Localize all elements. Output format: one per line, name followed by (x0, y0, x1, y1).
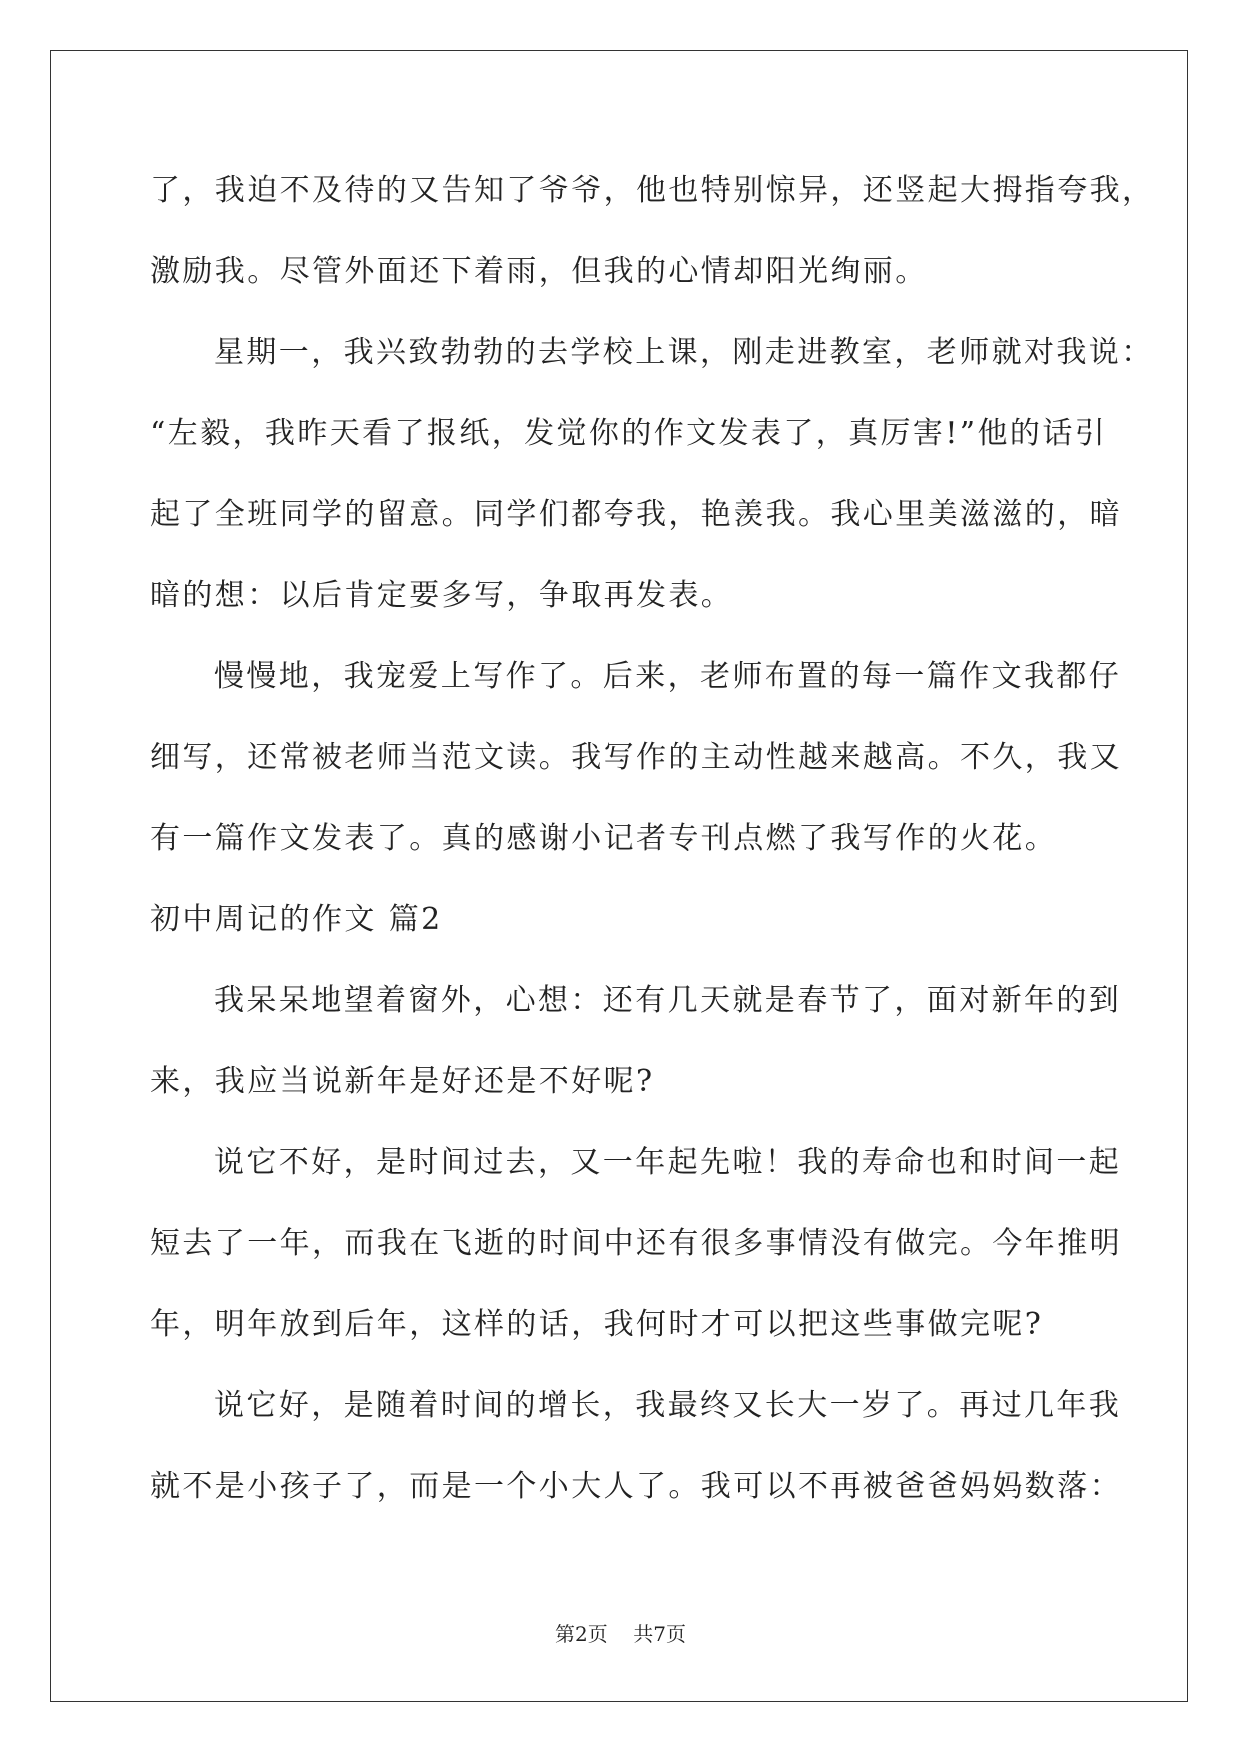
text-line: 短去了一年，而我在飞逝的时间中还有很多事情没有做完。今年推明 (150, 1226, 1122, 1261)
paragraph-start: 星期一，我兴致勃勃的去学校上课，刚走进教室，老师就对我说： (214, 335, 1154, 370)
paragraph-start: 慢慢地，我宠爱上写作了。后来，老师布置的每一篇作文我都仔 (214, 659, 1122, 694)
text-line: 暗的想：以后肯定要多写，争取再发表。 (150, 578, 734, 613)
document-body (150, 150, 1155, 1527)
text-line: 激励我。尽管外面还下着雨，但我的心情却阳光绚丽。 (150, 254, 928, 289)
text-line: 有一篇作文发表了。真的感谢小记者专刊点燃了我写作的火花。 (150, 821, 1058, 856)
section-heading: 初中周记的作文 篇2 (150, 902, 443, 937)
page-number: 第2页 (555, 1622, 608, 1646)
text-line: 年，明年放到后年，这样的话，我何时才可以把这些事做完呢? (150, 1307, 1044, 1342)
text-line: “左毅，我昨天看了报纸，发觉你的作文发表了，真厉害!”他的话引 (150, 416, 1108, 451)
paragraph-start: 说它好，是随着时间的增长，我最终又长大一岁了。再过几年我 (214, 1388, 1122, 1423)
text-line: 起了全班同学的留意。同学们都夸我，艳羡我。我心里美滋滋的，暗 (150, 497, 1122, 532)
page-footer (0, 1618, 1241, 1647)
text-line: 细写，还常被老师当范文读。我写作的主动性越来越高。不久，我又 (150, 740, 1122, 775)
paragraph-start: 我呆呆地望着窗外，心想：还有几天就是春节了，面对新年的到 (214, 983, 1122, 1018)
text-line: 就不是小孩子了，而是一个小大人了。我可以不再被爸爸妈妈数落： (150, 1469, 1122, 1504)
paragraph-start: 说它不好，是时间过去，又一年起先啦！我的寿命也和时间一起 (214, 1145, 1122, 1180)
text-line: 了，我迫不及待的又告知了爷爷，他也特别惊异，还竖起大拇指夸我， (150, 173, 1155, 208)
text-line: 来，我应当说新年是好还是不好呢? (150, 1064, 655, 1099)
page-total: 共7页 (633, 1622, 686, 1646)
